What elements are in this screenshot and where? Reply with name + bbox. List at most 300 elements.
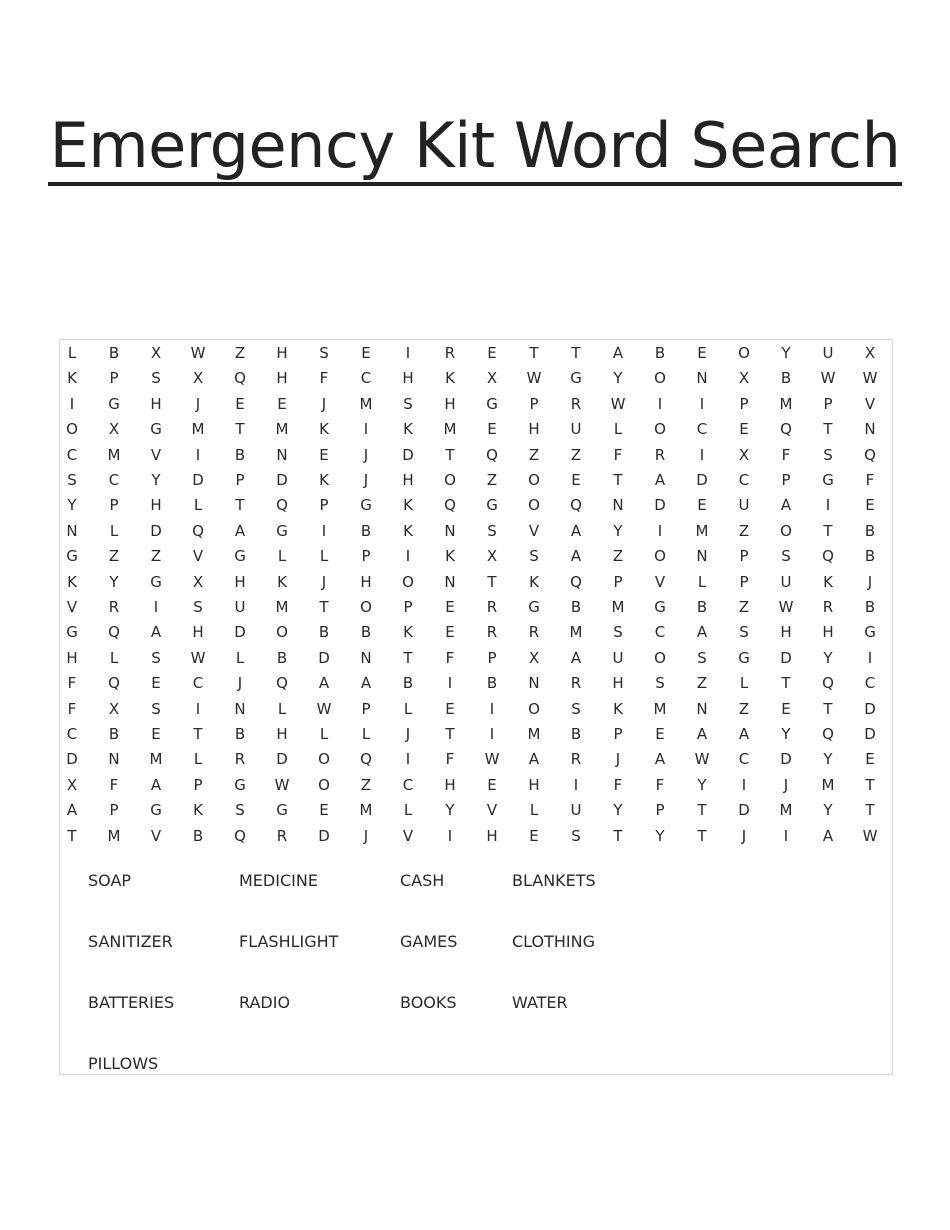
- grid-letter: E: [655, 725, 665, 743]
- grid-row: [60, 671, 892, 696]
- grid-letter: G: [234, 775, 246, 794]
- word-list-item: CLOTHING: [512, 932, 595, 951]
- grid-letter: S: [571, 826, 581, 845]
- grid-letter: D: [864, 699, 876, 718]
- grid-letter: K: [193, 801, 203, 820]
- grid-letter: M: [275, 420, 289, 439]
- grid-letter: Z: [738, 699, 750, 718]
- grid-letter: I: [825, 496, 831, 515]
- grid-letter: S: [739, 623, 749, 642]
- grid-letter: E: [487, 344, 497, 362]
- grid-row: [60, 341, 892, 366]
- grid-letter: L: [235, 648, 245, 667]
- grid-letter: S: [571, 699, 581, 718]
- grid-letter: E: [697, 496, 707, 515]
- grid-letter: Y: [613, 801, 623, 820]
- grid-letter: S: [67, 471, 77, 489]
- grid-letter: A: [696, 725, 708, 743]
- word-list-item: CASH: [400, 871, 445, 890]
- grid-letter: E: [319, 445, 329, 464]
- grid-letter: O: [318, 775, 330, 794]
- grid-letter: A: [780, 496, 792, 515]
- grid-letter: I: [447, 674, 453, 693]
- grid-letter: O: [360, 598, 372, 616]
- grid-letter: M: [107, 445, 121, 464]
- grid-letter: N: [276, 445, 288, 464]
- grid-letter: P: [109, 496, 119, 515]
- word-list-item: WATER: [512, 993, 568, 1012]
- grid-letter: K: [445, 369, 455, 388]
- grid-letter: O: [654, 420, 666, 439]
- grid-letter: J: [363, 826, 369, 845]
- grid-letter: H: [150, 496, 162, 515]
- grid-letter: Q: [822, 725, 834, 743]
- grid-letter: S: [697, 648, 707, 667]
- grid-letter: B: [780, 369, 792, 388]
- grid-letter: I: [321, 521, 327, 540]
- grid-letter: E: [487, 775, 497, 794]
- grid-row: [60, 443, 892, 468]
- grid-letter: R: [570, 674, 582, 693]
- grid-letter: B: [360, 521, 372, 540]
- grid-letter: H: [276, 344, 288, 362]
- grid-letter: D: [696, 471, 708, 489]
- grid-letter: Z: [108, 547, 120, 566]
- grid-letter: L: [613, 420, 623, 439]
- grid-letter: P: [361, 547, 371, 566]
- grid-letter: H: [276, 369, 288, 388]
- grid-letter: Q: [822, 547, 834, 566]
- grid-letter: Y: [109, 572, 119, 591]
- grid-letter: L: [403, 801, 413, 820]
- grid-letter: R: [822, 598, 834, 616]
- grid-letter: G: [276, 801, 288, 820]
- grid-letter: Y: [445, 801, 455, 820]
- grid-letter: P: [655, 801, 665, 820]
- word-list-item: MEDICINE: [239, 871, 318, 890]
- grid-letter: Y: [823, 648, 833, 667]
- grid-letter: T: [823, 420, 833, 439]
- grid-letter: F: [655, 775, 665, 794]
- puzzle-box: [59, 339, 893, 1075]
- grid-letter: B: [402, 674, 414, 693]
- grid-letter: K: [319, 420, 329, 439]
- grid-letter: K: [823, 572, 833, 591]
- grid-letter: E: [151, 674, 161, 693]
- grid-letter: Z: [696, 674, 708, 693]
- grid-letter: E: [277, 394, 287, 413]
- page-title-text: Emergency Kit Word Search: [48, 112, 903, 186]
- grid-letter: X: [864, 344, 876, 362]
- grid-letter: D: [780, 648, 792, 667]
- grid-letter: H: [612, 674, 624, 693]
- grid-row: [60, 646, 892, 671]
- grid-letter: H: [150, 394, 162, 413]
- grid-letter: N: [696, 699, 708, 718]
- grid-letter: I: [153, 598, 159, 616]
- grid-letter: I: [657, 394, 663, 413]
- word-list-item: SOAP: [88, 871, 132, 890]
- grid-letter: G: [276, 521, 288, 540]
- grid-letter: D: [738, 801, 750, 820]
- word-list-item: RADIO: [239, 993, 291, 1012]
- grid-letter: M: [107, 826, 121, 845]
- grid-letter: I: [657, 521, 663, 540]
- word-list-item: BLANKETS: [512, 871, 596, 890]
- grid-letter: M: [443, 420, 457, 439]
- grid-letter: B: [486, 674, 498, 693]
- grid-letter: B: [696, 598, 708, 616]
- grid-letter: A: [738, 725, 750, 743]
- grid-letter: X: [486, 547, 498, 566]
- grid-letter: E: [781, 699, 791, 718]
- grid-letter: I: [405, 750, 411, 769]
- grid-letter: I: [69, 394, 75, 413]
- grid-row: [60, 570, 892, 595]
- grid-letter: G: [738, 648, 750, 667]
- grid-letter: Y: [697, 775, 707, 794]
- grid-row: [60, 544, 892, 569]
- grid-letter: P: [739, 547, 749, 566]
- grid-letter: H: [528, 775, 540, 794]
- grid-letter: J: [363, 445, 369, 464]
- grid-letter: O: [780, 521, 792, 540]
- grid-letter: M: [275, 598, 289, 616]
- grid-letter: U: [570, 801, 582, 820]
- grid-letter: G: [66, 623, 78, 642]
- grid-letter: O: [444, 471, 456, 489]
- grid-letter: W: [694, 750, 710, 769]
- grid-letter: E: [151, 725, 161, 743]
- grid-letter: F: [613, 445, 623, 464]
- grid-letter: W: [274, 775, 290, 794]
- grid-letter: C: [360, 369, 372, 388]
- grid-letter: B: [108, 344, 120, 362]
- grid-letter: B: [276, 648, 288, 667]
- grid-row: [60, 824, 892, 849]
- grid-letter: V: [486, 801, 498, 820]
- grid-letter: G: [864, 623, 876, 642]
- grid-letter: P: [193, 775, 203, 794]
- grid-letter: C: [66, 445, 78, 464]
- grid-letter: Z: [528, 445, 540, 464]
- grid-letter: Y: [655, 826, 665, 845]
- grid-letter: J: [321, 394, 327, 413]
- grid-letter: K: [445, 547, 455, 566]
- grid-letter: I: [195, 445, 201, 464]
- grid-letter: P: [109, 801, 119, 820]
- grid-letter: P: [823, 394, 833, 413]
- grid-letter: W: [316, 699, 332, 718]
- grid-letter: R: [108, 598, 120, 616]
- grid-letter: T: [319, 598, 329, 616]
- grid-letter: Q: [780, 420, 792, 439]
- grid-letter: E: [865, 496, 875, 515]
- grid-letter: T: [403, 648, 413, 667]
- grid-letter: K: [403, 521, 413, 540]
- grid-letter: V: [150, 445, 162, 464]
- grid-letter: A: [612, 344, 624, 362]
- grid-letter: T: [823, 699, 833, 718]
- grid-letter: G: [360, 496, 372, 515]
- grid-letter: X: [66, 775, 78, 794]
- grid-letter: W: [862, 369, 878, 388]
- grid-letter: H: [780, 623, 792, 642]
- grid-letter: F: [445, 750, 455, 769]
- grid-letter: B: [318, 623, 330, 642]
- grid-letter: C: [864, 674, 876, 693]
- grid-letter: T: [193, 725, 203, 743]
- grid-letter: G: [150, 420, 162, 439]
- grid-letter: Q: [234, 369, 246, 388]
- grid-letter: W: [820, 369, 836, 388]
- word-list-item: PILLOWS: [88, 1054, 159, 1073]
- grid-letter: X: [528, 648, 540, 667]
- grid-letter: B: [108, 725, 120, 743]
- grid-letter: F: [67, 674, 77, 693]
- grid-letter: C: [192, 674, 204, 693]
- grid-letter: V: [654, 572, 666, 591]
- grid-letter: H: [822, 623, 834, 642]
- grid-letter: P: [403, 598, 413, 616]
- grid-letter: I: [741, 775, 747, 794]
- grid-letter: F: [67, 699, 77, 718]
- grid-letter: E: [445, 598, 455, 616]
- grid-letter: O: [654, 547, 666, 566]
- grid-letter: I: [447, 826, 453, 845]
- grid-letter: A: [570, 547, 582, 566]
- grid-letter: X: [108, 699, 120, 718]
- grid-letter: Z: [738, 598, 750, 616]
- grid-letter: Q: [276, 674, 288, 693]
- grid-letter: P: [361, 699, 371, 718]
- grid-letter: B: [192, 826, 204, 845]
- grid-letter: G: [150, 572, 162, 591]
- grid-letter: O: [654, 648, 666, 667]
- grid-letter: U: [234, 598, 246, 616]
- grid-letter: Y: [67, 496, 77, 515]
- grid-letter: X: [486, 369, 498, 388]
- grid-letter: F: [445, 648, 455, 667]
- grid-letter: Z: [150, 547, 162, 566]
- grid-letter: X: [192, 572, 204, 591]
- grid-letter: S: [151, 648, 161, 667]
- grid-letter: D: [318, 648, 330, 667]
- grid-letter: T: [865, 801, 875, 820]
- grid-letter: I: [405, 344, 411, 362]
- grid-letter: A: [654, 750, 666, 769]
- grid-letter: J: [237, 674, 243, 693]
- grid-letter: N: [360, 648, 372, 667]
- grid-letter: S: [235, 801, 245, 820]
- grid-letter: A: [528, 750, 540, 769]
- grid-letter: R: [444, 344, 456, 362]
- grid-letter: A: [150, 775, 162, 794]
- grid-letter: Q: [864, 445, 876, 464]
- grid-letter: A: [696, 623, 708, 642]
- grid-letter: A: [822, 826, 834, 845]
- grid-letter: Q: [570, 572, 582, 591]
- grid-letter: G: [528, 598, 540, 616]
- grid-letter: G: [486, 394, 498, 413]
- grid-letter: A: [66, 801, 78, 820]
- grid-letter: J: [783, 775, 789, 794]
- grid-letter: Q: [360, 750, 372, 769]
- grid-letter: G: [654, 598, 666, 616]
- grid-letter: I: [489, 699, 495, 718]
- grid-letter: S: [151, 369, 161, 388]
- grid-letter: X: [108, 420, 120, 439]
- grid-letter: L: [109, 521, 119, 540]
- grid-letter: V: [150, 826, 162, 845]
- grid-letter: Q: [108, 674, 120, 693]
- grid-letter: E: [319, 801, 329, 820]
- grid-letter: J: [195, 394, 201, 413]
- grid-letter: N: [528, 674, 540, 693]
- grid-letter: K: [403, 496, 413, 515]
- grid-letter: Y: [823, 801, 833, 820]
- grid-row: [60, 493, 892, 518]
- grid-letter: T: [823, 521, 833, 540]
- grid-letter: N: [444, 572, 456, 591]
- grid-letter: M: [149, 750, 163, 769]
- grid-letter: Z: [234, 344, 246, 362]
- grid-letter: J: [363, 471, 369, 489]
- grid-letter: S: [319, 344, 329, 362]
- grid-letter: M: [779, 801, 793, 820]
- grid-letter: O: [66, 420, 78, 439]
- grid-letter: K: [613, 699, 623, 718]
- grid-letter: I: [573, 775, 579, 794]
- grid-letter: O: [738, 344, 750, 362]
- grid-letter: E: [739, 420, 749, 439]
- grid-letter: U: [738, 496, 750, 515]
- grid-letter: O: [528, 699, 540, 718]
- grid-letter: Y: [613, 521, 623, 540]
- grid-letter: M: [695, 521, 709, 540]
- grid-letter: J: [741, 826, 747, 845]
- grid-letter: D: [654, 496, 666, 515]
- grid-letter: E: [445, 623, 455, 642]
- grid-letter: N: [444, 521, 456, 540]
- grid-letter: X: [738, 445, 750, 464]
- grid-letter: M: [359, 801, 373, 820]
- grid-row: [60, 417, 892, 442]
- grid-letter: R: [570, 394, 582, 413]
- grid-letter: C: [738, 750, 750, 769]
- grid-letter: L: [739, 674, 749, 693]
- grid-letter: C: [696, 420, 708, 439]
- grid-letter: W: [862, 826, 878, 845]
- grid-letter: L: [361, 725, 371, 743]
- grid-letter: G: [150, 801, 162, 820]
- grid-letter: H: [528, 420, 540, 439]
- grid-letter: R: [528, 623, 540, 642]
- grid-letter: Z: [570, 445, 582, 464]
- grid-letter: C: [108, 471, 120, 489]
- grid-row: [60, 519, 892, 544]
- grid-letter: R: [486, 598, 498, 616]
- grid-letter: L: [319, 725, 329, 743]
- grid-letter: C: [402, 775, 414, 794]
- grid-letter: K: [529, 572, 539, 591]
- grid-letter: T: [529, 344, 539, 362]
- grid-letter: B: [360, 623, 372, 642]
- grid-letter: L: [277, 699, 287, 718]
- grid-row: [60, 366, 892, 391]
- grid-letter: E: [697, 344, 707, 362]
- page-title: [0, 106, 950, 186]
- grid-letter: D: [864, 725, 876, 743]
- grid-letter: T: [613, 471, 623, 489]
- grid-letter: F: [109, 775, 119, 794]
- grid-letter: D: [318, 826, 330, 845]
- grid-letter: Z: [612, 547, 624, 566]
- grid-letter: T: [445, 445, 455, 464]
- grid-letter: T: [781, 674, 791, 693]
- grid-letter: V: [528, 521, 540, 540]
- grid-letter: A: [150, 623, 162, 642]
- grid-letter: M: [191, 420, 205, 439]
- grid-letter: T: [67, 826, 77, 845]
- grid-letter: P: [739, 572, 749, 591]
- grid-letter: K: [67, 572, 77, 591]
- grid-letter: S: [151, 699, 161, 718]
- grid-letter: Q: [234, 826, 246, 845]
- grid-letter: J: [615, 750, 621, 769]
- grid-letter: Q: [570, 496, 582, 515]
- grid-letter: Q: [108, 623, 120, 642]
- grid-letter: Y: [823, 750, 833, 769]
- grid-letter: E: [865, 750, 875, 769]
- grid-letter: F: [613, 775, 623, 794]
- grid-letter: B: [570, 725, 582, 743]
- grid-letter: I: [489, 725, 495, 743]
- grid-letter: A: [318, 674, 330, 693]
- grid-letter: A: [360, 674, 372, 693]
- grid-letter: P: [613, 725, 623, 743]
- grid-letter: M: [527, 725, 541, 743]
- grid-letter: I: [699, 394, 705, 413]
- grid-letter: U: [612, 648, 624, 667]
- grid-letter: R: [234, 750, 246, 769]
- grid-letter: O: [654, 369, 666, 388]
- grid-letter: K: [403, 623, 413, 642]
- grid-letter: T: [865, 775, 875, 794]
- grid-letter: Y: [781, 725, 791, 743]
- grid-letter: O: [528, 496, 540, 515]
- grid-letter: D: [66, 750, 78, 769]
- grid-letter: T: [571, 344, 581, 362]
- grid-letter: O: [528, 471, 540, 489]
- grid-letter: T: [697, 801, 707, 820]
- grid-letter: P: [529, 394, 539, 413]
- grid-letter: X: [738, 369, 750, 388]
- grid-letter: E: [487, 420, 497, 439]
- grid-letter: W: [610, 394, 626, 413]
- grid-row: [60, 595, 892, 620]
- grid-letter: A: [570, 648, 582, 667]
- grid-letter: Y: [151, 471, 161, 489]
- grid-letter: S: [823, 445, 833, 464]
- grid-letter: D: [780, 750, 792, 769]
- grid-letter: P: [739, 394, 749, 413]
- grid-letter: G: [486, 496, 498, 515]
- grid-letter: B: [864, 547, 876, 566]
- grid-letter: Z: [360, 775, 372, 794]
- word-list-item: SANITIZER: [88, 932, 173, 951]
- grid-letter: B: [234, 445, 246, 464]
